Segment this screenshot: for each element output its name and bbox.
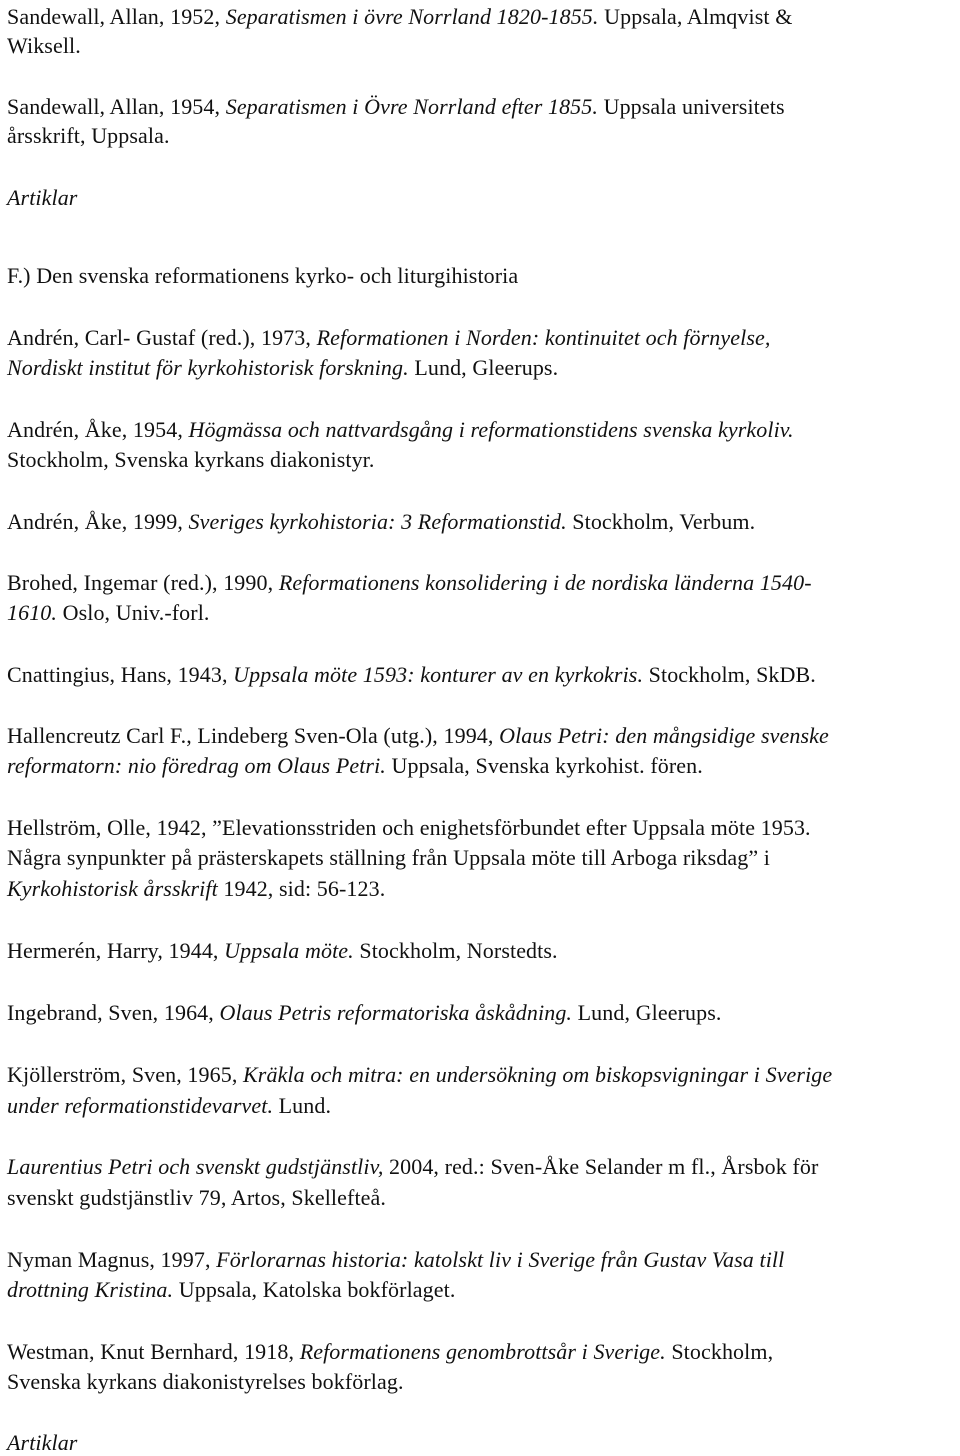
italic-text: Uppsala möte 1593: konturer av en kyrkokris. <box>233 662 644 687</box>
italic-text: Laurentius Petri och svenskt gudstjänstliv, <box>7 1154 384 1179</box>
text-line <box>7 1247 784 1273</box>
roman-text: 1942, sid: 56-123. <box>217 876 386 901</box>
text-line <box>7 1185 386 1211</box>
roman-text: Oslo, Univ.-forl. <box>57 600 210 625</box>
italic-text: Artiklar <box>7 185 78 210</box>
roman-text: Stockholm, <box>665 1339 774 1364</box>
italic-text: Sveriges kyrkohistoria: 3 Reformationstid. <box>188 509 567 534</box>
text-line <box>7 723 829 749</box>
roman-text: Stockholm, Norstedts. <box>353 938 558 963</box>
roman-text: Lund. <box>273 1093 332 1118</box>
text-line <box>7 815 811 841</box>
roman-text: svenskt gudstjänstliv 79, Artos, Skellefteå. <box>7 1185 386 1210</box>
roman-text: Andrén, Åke, 1954, <box>7 417 189 442</box>
roman-text: Stockholm, Verbum. <box>566 509 756 534</box>
text-line <box>7 417 794 443</box>
italic-text: Uppsala möte. <box>224 938 354 963</box>
italic-text: Nordiskt institut för kyrkohistorisk forskning. <box>7 355 409 380</box>
roman-text: F.) Den svenska reformationens kyrko- och liturgihistoria <box>7 263 519 288</box>
text-line <box>7 1154 818 1180</box>
italic-text: Separatismen i Övre Norrland efter 1855. <box>225 94 598 119</box>
text-line <box>7 325 770 351</box>
roman-text: Uppsala universitets <box>597 94 785 119</box>
italic-text: Reformationens genombrottsår i Sverige. <box>299 1339 666 1364</box>
roman-text: Sandewall, Allan, 1954, <box>7 94 226 119</box>
roman-text: 2004, red.: Sven-Åke Selander m fl., Årsbok för <box>383 1154 819 1179</box>
italic-text: Olaus Petris reformatoriska åskådning. <box>219 1000 573 1025</box>
text-line <box>7 355 558 381</box>
text-line <box>7 94 785 120</box>
text-line <box>7 1369 404 1395</box>
text-line <box>7 447 375 473</box>
text-line <box>7 1093 331 1119</box>
text-line <box>7 570 812 596</box>
italic-text: Reformationen i Norden: kontinuitet och förnyelse, <box>316 325 771 350</box>
text-line <box>7 4 792 30</box>
italic-text: Kyrkohistorisk årsskrift <box>7 876 218 901</box>
roman-text: Uppsala, Svenska kyrkohist. fören. <box>385 753 703 778</box>
roman-text: Andrén, Carl- Gustaf (red.), 1973, <box>7 325 317 350</box>
roman-text: Svenska kyrkans diakonistyrelses bokförlag. <box>7 1369 404 1394</box>
italic-text: Olaus Petri: den mångsidige svenske <box>499 723 829 748</box>
roman-text: Sandewall, Allan, 1952, <box>7 4 226 29</box>
italic-text: drottning Kristina. <box>7 1277 174 1302</box>
roman-text: Ingebrand, Sven, 1964, <box>7 1000 220 1025</box>
italic-text: Kräkla och mitra: en undersökning om biskopsvigningar i Sverige <box>243 1062 833 1087</box>
italic-text: Artiklar <box>7 1430 78 1455</box>
roman-text: Brohed, Ingemar (red.), 1990, <box>7 570 279 595</box>
roman-text: Stockholm, Svenska kyrkans diakonistyr. <box>7 447 375 472</box>
italic-text: Reformationens konsolidering i de nordiska länderna 1540- <box>278 570 812 595</box>
section-label <box>7 185 77 211</box>
text-line <box>7 753 703 779</box>
italic-text: reformatorn: nio föredrag om Olaus Petri. <box>7 753 386 778</box>
text-line <box>7 1000 722 1026</box>
roman-text: Hermerén, Harry, 1944, <box>7 938 225 963</box>
text-line <box>7 1339 773 1365</box>
italic-text: 1610. <box>7 600 57 625</box>
text-line <box>7 876 385 902</box>
roman-text: Uppsala, Katolska bokförlaget. <box>173 1277 456 1302</box>
roman-text: Cnattingius, Hans, 1943, <box>7 662 234 687</box>
roman-text: Hallencreutz Carl F., Lindeberg Sven-Ola (utg.), 1994, <box>7 723 500 748</box>
roman-text: årsskrift, Uppsala. <box>7 123 170 148</box>
text-line <box>7 845 770 871</box>
roman-text: Lund, Gleerups. <box>572 1000 722 1025</box>
roman-text: Wiksell. <box>7 33 81 58</box>
text-line <box>7 662 816 688</box>
section-heading <box>7 263 518 289</box>
section-label <box>7 1430 77 1456</box>
roman-text: Lund, Gleerups. <box>408 355 559 380</box>
text-line <box>7 33 81 59</box>
roman-text: Kjöllerström, Sven, 1965, <box>7 1062 244 1087</box>
text-line <box>7 1277 455 1303</box>
roman-text: Nyman Magnus, 1997, <box>7 1247 217 1272</box>
roman-text: Stockholm, SkDB. <box>643 662 816 687</box>
roman-text: Westman, Knut Bernhard, 1918, <box>7 1339 300 1364</box>
roman-text: Några synpunkter på prästerskapets ställning från Uppsala möte till Arboga riksdag” i <box>7 845 771 870</box>
text-line <box>7 509 755 535</box>
italic-text: Förlorarnas historia: katolskt liv i Sverige från Gustav Vasa till <box>216 1247 785 1272</box>
roman-text: Andrén, Åke, 1999, <box>7 509 189 534</box>
text-line <box>7 1062 832 1088</box>
text-line <box>7 600 210 626</box>
text-line <box>7 938 558 964</box>
italic-text: Separatismen i övre Norrland 1820-1855. <box>225 4 599 29</box>
italic-text: Högmässa och nattvardsgång i reformationstidens svenska kyrkoliv. <box>188 417 794 442</box>
text-line <box>7 123 170 149</box>
italic-text: under reformationstidevarvet. <box>7 1093 274 1118</box>
roman-text: Hellström, Olle, 1942, ”Elevationsstriden och enighetsförbundet efter Uppsala möte 1953. <box>7 815 811 840</box>
roman-text: Uppsala, Almqvist & <box>598 4 793 29</box>
